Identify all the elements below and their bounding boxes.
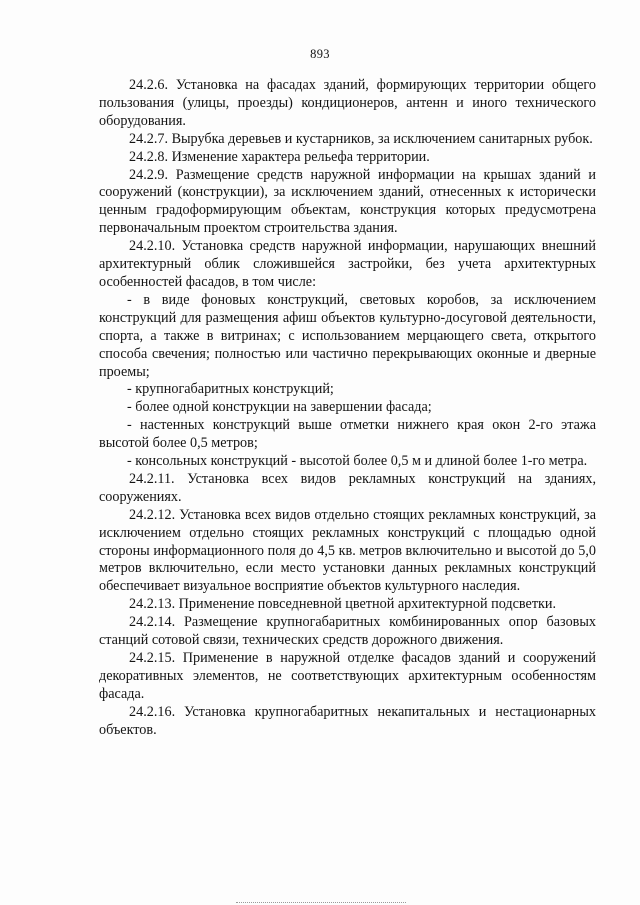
paragraph-24-2-8: 24.2.8. Изменение характера рельефа территории. (129, 148, 430, 165)
list-item: - настенных конструкций выше отметки нижнего края окон 2-го этажа высотой более 0,5 метров; (99, 417, 596, 452)
paragraph-24-2-9: 24.2.9. Размещение средств наружной информации на крышах зданий и сооружений (конструкции), за исключением зданий, отнесенных к исторически ценным градоформирующим объектам, конструкция которых предусмотрена первоначальным проектом строительства здания. (99, 166, 596, 237)
paragraph-24-2-15: 24.2.15. Применение в наружной отделке фасадов зданий и сооружений декоративных элементов, не соответствующих архитектурным особенностям фасада. (99, 650, 596, 702)
paragraph-24-2-13: 24.2.13. Применение повседневной цветной архитектурной подсветки. (129, 596, 557, 613)
paragraph-24-2-11: 24.2.11. Установка всех видов рекламных конструкций на зданиях, сооружениях. (99, 470, 596, 505)
list-item: - в виде фоновых конструкций, световых коробов, за исключением конструкций для размещения афиш объектов культурно-досуговой деятельности, спорта, а также в витринах; с использованием мерцающего света, открытого способа свечения; полностью или частично перекрывающих оконные и дверные проемы; (99, 291, 596, 380)
scan-edge-divider (236, 902, 406, 904)
paragraph-24-2-7: 24.2.7. Вырубка деревьев и кустарников, за исключением санитарных рубок. (129, 130, 593, 147)
list-item: - консольных конструкций - высотой более 0,5 м и длиной более 1-го метра. (127, 453, 588, 470)
list-item: - более одной конструкции на завершении фасада; (127, 399, 432, 416)
page-number: 893 (310, 47, 330, 61)
paragraph-24-2-12: 24.2.12. Установка всех видов отдельно стоящих рекламных конструкций, за исключением отдельно стоящих рекламных конструкций с площадью одной стороны информационного поля до 4,5 кв. метров включительно и высотой до 5,0 метров включительно, если место установки данных рекламных конструкций обеспечивает визуальное восприятие объектов культурного наследия. (99, 506, 596, 595)
paragraph-24-2-14: 24.2.14. Размещение крупногабаритных комбинированных опор базовых станций сотовой связи, технических средств дорожного движения. (99, 614, 596, 649)
paragraph-24-2-6: 24.2.6. Установка на фасадах зданий, формирующих территории общего пользования (улицы, проезды) кондиционеров, антенн и иного технического оборудования. (99, 77, 596, 129)
list-item: - крупногабаритных конструкций; (127, 381, 334, 398)
paragraph-24-2-10: 24.2.10. Установка средств наружной информации, нарушающих внешний архитектурный облик сложившейся застройки, без учета архитектурных особенностей фасадов, в том числе: (99, 238, 596, 290)
document-body (99, 77, 596, 740)
paragraph-24-2-16: 24.2.16. Установка крупногабаритных некапитальных и нестационарных объектов. (99, 703, 596, 738)
